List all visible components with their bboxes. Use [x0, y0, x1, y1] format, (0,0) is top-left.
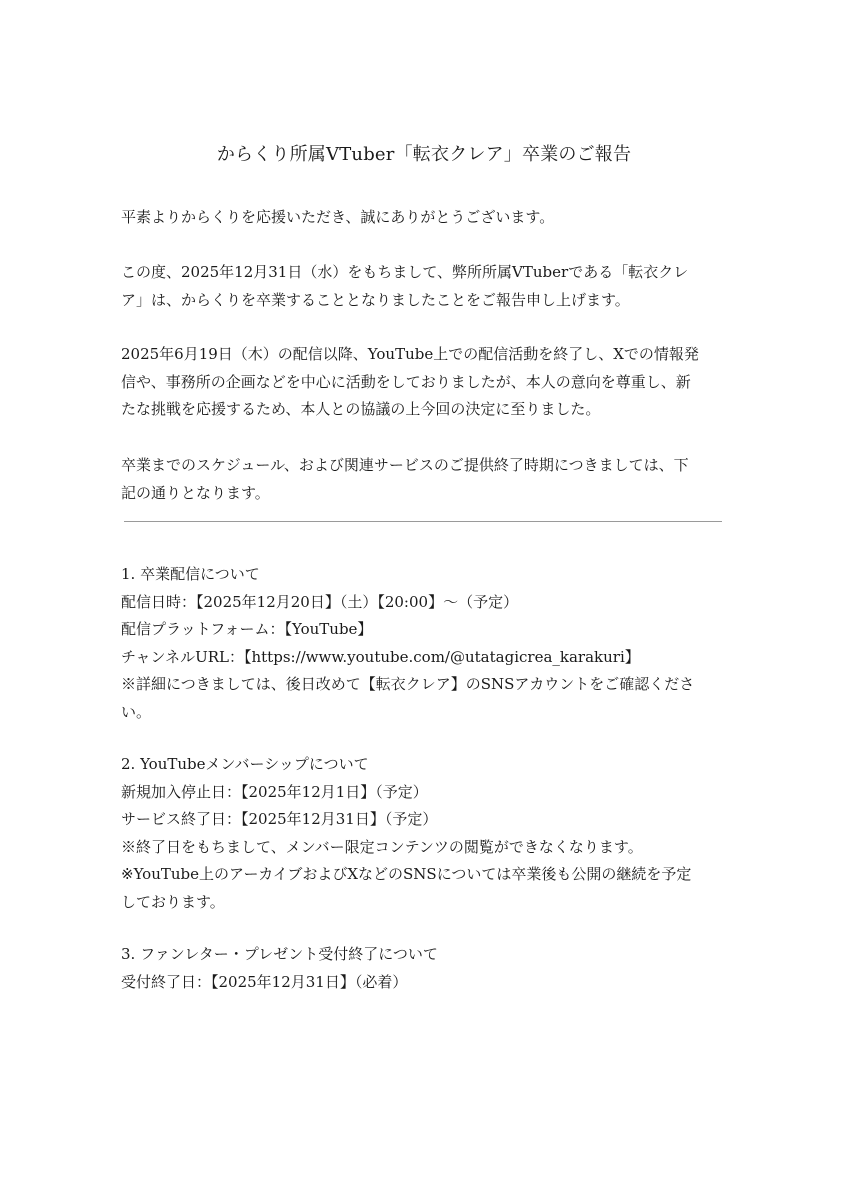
text-line: たな挑戦を応援するため、本人との協議の上今回の決定に至りました。 — [121, 400, 601, 418]
text-line: い。 — [121, 702, 152, 721]
intro-paragraph-schedule-note — [121, 452, 731, 507]
section-graduation-stream — [121, 561, 731, 726]
section-youtube-membership — [121, 751, 731, 916]
document-title: からくり所属VTuber「転衣クレア」卒業のご報告 — [216, 144, 632, 165]
channel-url: チャンネルURL：【https://www.youtube.com/@utatagicrea_karakuri】 — [121, 647, 640, 666]
text-line: 記の通りとなります。 — [121, 483, 270, 502]
text-line: ※YouTube上のアーカイブおよびXなどのSNSについては卒業後も公開の継続を予定 — [121, 865, 692, 883]
section-heading: 1. 卒業配信について — [121, 565, 260, 583]
text-line: 2025年6月19日（木）の配信以降、YouTube上での配信活動を終了し、Xでの情報発 — [121, 345, 699, 363]
text-line: 卒業までのスケジュール、および関連サービスのご提供終了時期につきましては、下 — [121, 456, 689, 474]
acceptance-end-date: 受付終了日：【2025年12月31日】（必着） — [121, 972, 408, 991]
text-line: 平素よりからくりを応援いただき、誠にありがとうございます。 — [121, 208, 555, 226]
section-fan-letters — [121, 941, 731, 996]
section-divider — [124, 521, 722, 522]
intro-paragraph-greeting — [121, 204, 731, 232]
text-line: ア」は、からくりを卒業することとなりましたことをご報告申し上げます。 — [121, 290, 630, 309]
new-signup-stop-date: 新規加入停止日：【2025年12月1日】（予定） — [121, 782, 428, 801]
text-line: ※詳細につきましては、後日改めて【転衣クレア】のSNSアカウントをご確認くださ — [121, 675, 695, 693]
stream-datetime: 配信日時：【2025年12月20日】（土）【20:00】〜（予定） — [121, 592, 519, 611]
text-line: ※終了日をもちまして、メンバー限定コンテンツの閲覧ができなくなります。 — [121, 837, 643, 856]
intro-paragraph-background — [121, 341, 731, 424]
section-heading: 3. ファンレター・プレゼント受付終了について — [121, 945, 438, 963]
text-line: 信や、事務所の企画などを中心に活動をしておりましたが、本人の意向を尊重し、新 — [121, 372, 691, 391]
text-line: しております。 — [121, 892, 225, 911]
text-line: この度、2025年12月31日（水）をもちまして、弊所所属VTuberである「転衣クレ — [121, 263, 689, 281]
section-heading: 2. YouTubeメンバーシップについて — [121, 755, 369, 773]
stream-platform: 配信プラットフォーム：【YouTube】 — [121, 620, 373, 638]
intro-paragraph-announcement — [121, 259, 731, 314]
service-end-date: サービス終了日：【2025年12月31日】（予定） — [121, 810, 438, 828]
